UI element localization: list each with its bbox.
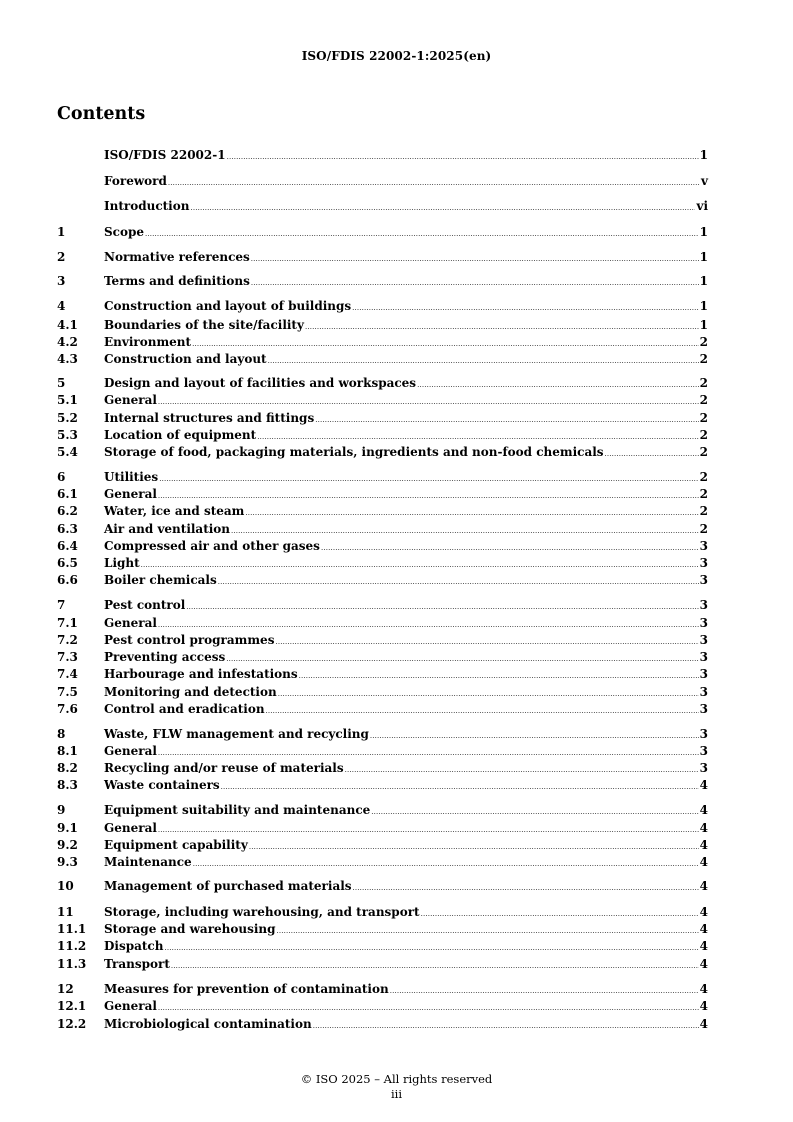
toc-entry[interactable] — [57, 224, 708, 240]
toc-entry-title: Maintenance — [104, 855, 192, 869]
toc-entry-title: Normative references — [104, 250, 250, 264]
toc-entry[interactable] — [57, 956, 708, 972]
toc-entry-number: 6.3 — [57, 522, 78, 536]
toc-entry[interactable] — [57, 684, 708, 700]
toc-entry-page: v — [701, 174, 708, 188]
page-number: iii — [390, 1087, 403, 1101]
toc-entry-title: General — [104, 393, 157, 407]
toc-entry-number: 7.3 — [57, 650, 78, 664]
toc-entry[interactable] — [57, 572, 708, 588]
toc-entry[interactable] — [57, 615, 708, 631]
toc-dot-leader — [226, 651, 698, 667]
toc-entry[interactable] — [57, 726, 708, 742]
toc-entry-title: Measures for prevention of contamination — [104, 982, 389, 996]
toc-entry-page: 2 — [699, 522, 708, 536]
toc-dot-leader — [313, 1018, 699, 1034]
toc-entry-title: General — [104, 821, 157, 835]
toc-entry[interactable] — [57, 351, 708, 367]
toc-entry-number: 11 — [57, 905, 74, 919]
toc-entry-title: Recycling and/or reuse of materials — [104, 761, 344, 775]
toc-entry-title: Scope — [104, 225, 145, 239]
toc-entry-title: ISO/FDIS 22002-1 — [104, 148, 226, 162]
toc-dot-leader — [193, 856, 699, 872]
toc-entry-page: 3 — [699, 616, 708, 630]
toc-dot-leader — [158, 745, 699, 761]
toc-entry-number: 5 — [57, 376, 66, 390]
toc-entry-title: General — [104, 744, 157, 758]
toc-entry[interactable] — [57, 521, 708, 537]
toc-entry-title: Waste containers — [104, 778, 220, 792]
toc-entry-number: 9.3 — [57, 855, 78, 869]
toc-dot-leader — [315, 412, 698, 428]
toc-dot-leader — [186, 599, 698, 615]
toc-entry[interactable] — [57, 486, 708, 502]
toc-entry-number: 7.2 — [57, 633, 78, 647]
toc-entry[interactable] — [57, 198, 708, 214]
toc-entry-title: Management of purchased materials — [104, 879, 352, 893]
toc-dot-leader — [390, 983, 699, 999]
toc-entry-number: 5.2 — [57, 411, 78, 425]
toc-entry-page: 2 — [699, 376, 708, 390]
toc-entry[interactable] — [57, 1016, 708, 1032]
toc-entry-page: 4 — [699, 922, 708, 936]
toc-entry[interactable] — [57, 410, 708, 426]
toc-dot-leader — [370, 728, 699, 744]
toc-entry-number: 3 — [57, 274, 66, 288]
toc-entry-page: 3 — [699, 761, 708, 775]
toc-dot-leader — [299, 668, 699, 684]
toc-entry[interactable] — [57, 427, 708, 443]
toc-dot-leader — [249, 839, 699, 855]
toc-entry-title: Monitoring and detection — [104, 685, 277, 699]
toc-entry-title: Foreword — [104, 174, 167, 188]
toc-entry-title: Microbiological contamination — [104, 1017, 312, 1031]
toc-entry-number: 2 — [57, 250, 66, 264]
toc-entry[interactable] — [57, 298, 708, 314]
toc-dot-leader — [305, 319, 699, 335]
toc-entry-title: Light — [104, 556, 140, 570]
toc-entry-number: 1 — [57, 225, 66, 239]
toc-entry-page: 4 — [699, 855, 708, 869]
toc-entry-page: vi — [696, 199, 708, 213]
toc-dot-leader — [257, 429, 698, 445]
toc-entry[interactable] — [57, 777, 708, 793]
toc-entry-number: 8 — [57, 727, 66, 741]
toc-entry-page: 4 — [699, 957, 708, 971]
toc-entry-page: 3 — [699, 650, 708, 664]
toc-entry[interactable] — [57, 854, 708, 870]
toc-entry-title: Harbourage and infestations — [104, 667, 298, 681]
toc-dot-leader — [218, 574, 699, 590]
toc-entry[interactable] — [57, 597, 708, 613]
toc-entry[interactable] — [57, 173, 708, 189]
toc-entry[interactable] — [57, 469, 708, 485]
toc-entry-page: 3 — [699, 573, 708, 587]
toc-entry-title: Storage, including warehousing, and transport — [104, 905, 420, 919]
toc-entry-page: 4 — [699, 1017, 708, 1031]
toc-dot-leader — [371, 804, 698, 820]
toc-entry-number: 10 — [57, 879, 74, 893]
toc-entry-page: 2 — [699, 445, 708, 459]
toc-entry-title: Equipment suitability and maintenance — [104, 803, 371, 817]
copyright-notice: © ISO 2025 – All rights reserved — [300, 1072, 493, 1086]
toc-entry-number: 4.3 — [57, 352, 78, 366]
toc-dot-leader — [141, 557, 699, 573]
toc-entry-page: 3 — [699, 727, 708, 741]
toc-entry-title: Environment — [104, 335, 192, 349]
toc-entry-page: 3 — [699, 702, 708, 716]
toc-entry-number: 11.2 — [57, 939, 87, 953]
toc-entry-page: 2 — [699, 428, 708, 442]
toc-entry-page: 4 — [699, 879, 708, 893]
toc-entry-title: Pest control — [104, 598, 186, 612]
toc-dot-leader — [158, 822, 699, 838]
toc-entry-page: 1 — [699, 274, 708, 288]
toc-entry-page: 4 — [699, 821, 708, 835]
toc-entry-page: 3 — [699, 598, 708, 612]
toc-entry-title: Introduction — [104, 199, 190, 213]
toc-entry-page: 1 — [699, 318, 708, 332]
toc-entry-title: Storage of food, packaging materials, ingredients and non-food chemicals — [104, 445, 604, 459]
toc-dot-leader — [421, 906, 699, 922]
toc-entry[interactable] — [57, 503, 708, 519]
toc-dot-leader — [190, 200, 695, 216]
toc-entry-number: 4.1 — [57, 318, 78, 332]
toc-dot-leader — [251, 275, 699, 291]
toc-dot-leader — [275, 634, 698, 650]
toc-entry-title: Storage and warehousing — [104, 922, 276, 936]
toc-entry[interactable] — [57, 632, 708, 648]
toc-entry[interactable] — [57, 921, 708, 937]
toc-entry[interactable] — [57, 837, 708, 853]
toc-entry[interactable] — [57, 273, 708, 289]
toc-entry-number: 9.2 — [57, 838, 78, 852]
toc-entry-page: 1 — [699, 299, 708, 313]
toc-entry[interactable] — [57, 878, 708, 894]
toc-entry-title: Location of equipment — [104, 428, 257, 442]
toc-entry-number: 12.1 — [57, 999, 87, 1013]
toc-entry-number: 6.1 — [57, 487, 78, 501]
toc-entry[interactable] — [57, 802, 708, 818]
toc-entry[interactable] — [57, 701, 708, 717]
toc-entry[interactable] — [57, 249, 708, 265]
toc-entry-number: 4.2 — [57, 335, 78, 349]
toc-entry-page: 3 — [699, 539, 708, 553]
toc-entry-page: 4 — [699, 778, 708, 792]
toc-dot-leader — [171, 958, 699, 974]
toc-entry-page: 2 — [699, 335, 708, 349]
toc-entry[interactable] — [57, 760, 708, 776]
toc-dot-leader — [277, 923, 699, 939]
toc-entry-page: 4 — [699, 982, 708, 996]
toc-entry-page: 4 — [699, 939, 708, 953]
toc-entry-page: 3 — [699, 667, 708, 681]
toc-entry-title: Equipment capability — [104, 838, 248, 852]
toc-dot-leader — [159, 471, 698, 487]
toc-entry-page: 4 — [699, 999, 708, 1013]
toc-entry[interactable] — [57, 555, 708, 571]
toc-entry-number: 11.1 — [57, 922, 87, 936]
toc-entry-title: Control and eradication — [104, 702, 265, 716]
toc-entry-number: 5.1 — [57, 393, 78, 407]
toc-entry-page: 2 — [699, 352, 708, 366]
toc-entry-number: 9 — [57, 803, 66, 817]
toc-entry[interactable] — [57, 820, 708, 836]
toc-entry-title: Internal structures and fittings — [104, 411, 315, 425]
toc-entry-title: Preventing access — [104, 650, 226, 664]
page-footer — [0, 1072, 793, 1102]
toc-dot-leader — [278, 686, 699, 702]
toc-entry[interactable] — [57, 649, 708, 665]
toc-entry[interactable] — [57, 317, 708, 333]
toc-entry[interactable] — [57, 444, 708, 460]
toc-entry-page: 4 — [699, 838, 708, 852]
toc-entry-page: 2 — [699, 411, 708, 425]
toc-entry-number: 5.3 — [57, 428, 78, 442]
toc-entry-title: General — [104, 999, 157, 1013]
toc-entry-number: 7.6 — [57, 702, 78, 716]
toc-dot-leader — [353, 880, 699, 896]
toc-entry[interactable] — [57, 392, 708, 408]
toc-entry[interactable] — [57, 998, 708, 1014]
toc-dot-leader — [605, 446, 699, 462]
toc-dot-leader — [266, 703, 699, 719]
toc-entry-number: 4 — [57, 299, 66, 313]
toc-entry-title: Pest control programmes — [104, 633, 275, 647]
toc-entry-title: General — [104, 487, 157, 501]
toc-entry-page: 4 — [699, 905, 708, 919]
toc-entry-title: Utilities — [104, 470, 159, 484]
toc-entry-title: Water, ice and steam — [104, 504, 245, 518]
toc-dot-leader — [145, 226, 699, 242]
toc-entry-page: 1 — [699, 250, 708, 264]
toc-dot-leader — [158, 1000, 699, 1016]
toc-entry-number: 6.2 — [57, 504, 78, 518]
toc-entry-title: Transport — [104, 957, 170, 971]
toc-entry-number: 8.2 — [57, 761, 78, 775]
toc-dot-leader — [158, 488, 699, 504]
toc-dot-leader — [268, 353, 699, 369]
toc-dot-leader — [245, 505, 698, 521]
toc-dot-leader — [352, 300, 698, 316]
toc-dot-leader — [168, 175, 700, 191]
toc-dot-leader — [158, 617, 699, 633]
toc-entry-page: 2 — [699, 504, 708, 518]
toc-entry-number: 6.5 — [57, 556, 78, 570]
toc-entry-number: 6.6 — [57, 573, 78, 587]
toc-entry-number: 12 — [57, 982, 74, 996]
contents-heading: Contents — [57, 104, 146, 124]
document-id-header: ISO/FDIS 22002-1:2025(en) — [301, 49, 492, 63]
toc-dot-leader — [345, 762, 699, 778]
toc-entry-number: 5.4 — [57, 445, 78, 459]
toc-entry-page: 1 — [699, 148, 708, 162]
toc-entry[interactable] — [57, 147, 708, 163]
toc-entry[interactable] — [57, 904, 708, 920]
toc-entry-number: 12.2 — [57, 1017, 87, 1031]
toc-entry[interactable] — [57, 981, 708, 997]
toc-entry[interactable] — [57, 666, 708, 682]
toc-entry[interactable] — [57, 938, 708, 954]
toc-entry-page: 2 — [699, 470, 708, 484]
toc-entry-number: 11.3 — [57, 957, 87, 971]
toc-entry-page: 2 — [699, 487, 708, 501]
toc-entry-page: 1 — [699, 225, 708, 239]
toc-entry-number: 7 — [57, 598, 66, 612]
toc-dot-leader — [417, 377, 699, 393]
toc-entry-number: 8.1 — [57, 744, 78, 758]
toc-entry-number: 6.4 — [57, 539, 78, 553]
toc-entry-number: 9.1 — [57, 821, 78, 835]
toc-entry-number: 7.5 — [57, 685, 78, 699]
toc-entry-title: Boundaries of the site/facility — [104, 318, 304, 332]
toc-dot-leader — [221, 779, 699, 795]
toc-entry-title: Design and layout of facilities and workspaces — [104, 376, 417, 390]
toc-entry-page: 3 — [699, 685, 708, 699]
toc-entry-title: Waste, FLW management and recycling — [104, 727, 369, 741]
toc-entry-page: 3 — [699, 633, 708, 647]
toc-dot-leader — [231, 523, 699, 539]
toc-entry[interactable] — [57, 334, 708, 350]
toc-entry-page: 3 — [699, 744, 708, 758]
toc-entry-number: 6 — [57, 470, 66, 484]
toc-entry-number: 7.1 — [57, 616, 78, 630]
toc-entry-title: General — [104, 616, 157, 630]
toc-entry-page: 3 — [699, 556, 708, 570]
toc-entry-title: Construction and layout of buildings — [104, 299, 352, 313]
toc-entry[interactable] — [57, 743, 708, 759]
toc-entry-page: 4 — [699, 803, 708, 817]
toc-dot-leader — [227, 149, 699, 165]
toc-dot-leader — [192, 336, 699, 352]
toc-entry-title: Boiler chemicals — [104, 573, 217, 587]
toc-entry-number: 8.3 — [57, 778, 78, 792]
toc-entry-title: Construction and layout — [104, 352, 267, 366]
toc-entry-number: 7.4 — [57, 667, 78, 681]
toc-dot-leader — [251, 251, 699, 267]
toc-entry-title: Air and ventilation — [104, 522, 231, 536]
toc-entry[interactable] — [57, 375, 708, 391]
toc-entry-title: Dispatch — [104, 939, 164, 953]
toc-entry-title: Terms and definitions — [104, 274, 250, 288]
toc-dot-leader — [164, 940, 698, 956]
toc-entry-title: Compressed air and other gases — [104, 539, 320, 553]
toc-entry[interactable] — [57, 538, 708, 554]
toc-entry-page: 2 — [699, 393, 708, 407]
toc-dot-leader — [321, 540, 699, 556]
toc-dot-leader — [158, 394, 699, 410]
